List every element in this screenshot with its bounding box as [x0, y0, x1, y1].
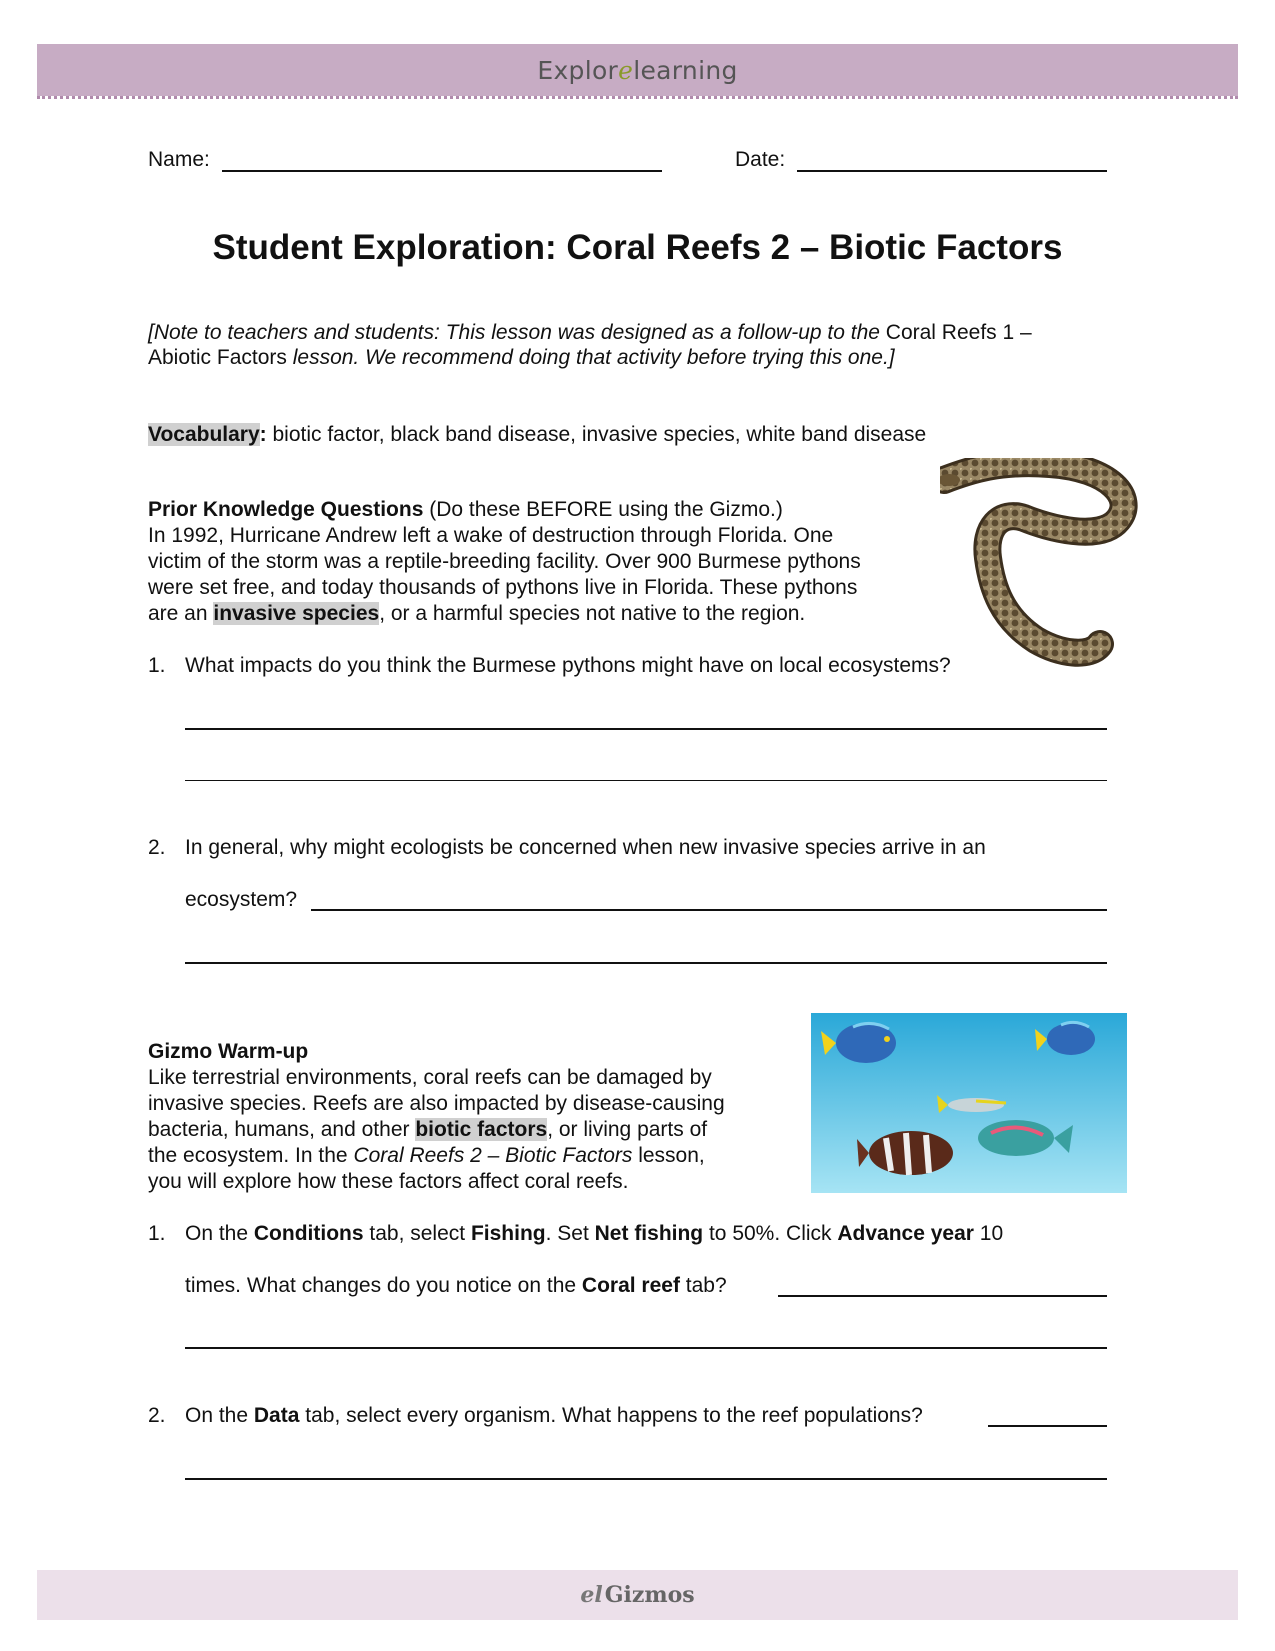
vocabulary-line — [148, 422, 926, 448]
q-text: 10 — [973, 1222, 1004, 1245]
question-number: 2. — [148, 1404, 166, 1427]
explorelearning-logo — [37, 56, 1238, 85]
answer-line[interactable] — [778, 1295, 1107, 1297]
pk-text: , or a harmful species not native to the region. — [379, 602, 806, 625]
logo-text-prefix: Explor — [537, 56, 619, 85]
burmese-python-image — [940, 458, 1140, 673]
q-text: On the — [185, 1222, 254, 1245]
question-number: 1. — [148, 1222, 166, 1245]
q-text: tab, select every organism. What happens to the reef populations? — [299, 1404, 923, 1427]
note-plain-2: Abiotic Factors — [148, 346, 287, 369]
gizmos-mark: el — [580, 1582, 603, 1608]
warmup-line: Like terrestrial environments, coral reefs can be damaged by — [148, 1066, 712, 1089]
header-dotted-divider — [37, 96, 1238, 99]
question-text: In general, why might ecologists be concerned when new invasive species arrive in an — [185, 836, 986, 859]
note-italic-2: lesson. We recommend doing that activity before trying this one.] — [286, 346, 895, 369]
warmup-text: , or living parts of — [547, 1118, 708, 1141]
prior-knowledge-line: victim of the storm was a reptile-breeding facility. Over 900 Burmese pythons — [148, 550, 861, 573]
vocabulary-colon: : — [259, 423, 267, 446]
warmup-line: invasive species. Reefs are also impacted by disease-causing — [148, 1092, 725, 1115]
data-tab-ref: Data — [253, 1404, 300, 1427]
warmup-text: the ecosystem. In the — [148, 1144, 354, 1167]
answer-line[interactable] — [185, 1347, 1107, 1349]
header-banner — [37, 44, 1238, 96]
q-text: to 50%. Click — [703, 1222, 838, 1245]
date-field-line[interactable] — [797, 170, 1107, 172]
q-text: tab? — [679, 1274, 727, 1297]
gizmos-wordmark: Gizmos — [604, 1582, 695, 1608]
biotic-factors-term: biotic factors — [415, 1118, 548, 1141]
prior-knowledge-title: Prior Knowledge Questions — [148, 498, 424, 521]
lesson-name-italic: Coral Reefs 2 – Biotic Factors — [353, 1144, 633, 1167]
answer-line[interactable] — [185, 780, 1107, 781]
prior-knowledge-line: were set free, and today thousands of pythons live in Florida. These pythons — [148, 576, 858, 599]
warmup-text: lesson, — [632, 1144, 705, 1167]
vocabulary-terms: biotic factor, black band disease, invasive species, white band disease — [266, 423, 927, 446]
question-number: 1. — [148, 654, 166, 677]
vocabulary-label: Vocabulary — [148, 423, 260, 446]
conditions-tab-ref: Conditions — [253, 1222, 364, 1245]
prior-knowledge-line — [148, 601, 805, 627]
warmup-heading — [148, 1039, 308, 1065]
warmup-title: Gizmo Warm-up — [148, 1040, 309, 1063]
note-line-2 — [148, 345, 895, 371]
logo-text-suffix: learning — [633, 56, 738, 85]
coral-reef-tab-ref: Coral reef — [581, 1274, 680, 1297]
page-title: Student Exploration: Coral Reefs 2 – Biotic Factors — [212, 228, 1063, 267]
question-text — [185, 1221, 1003, 1247]
net-fishing-ref: Net fishing — [594, 1222, 704, 1245]
warmup-line: you will explore how these factors affect coral reefs. — [148, 1170, 629, 1193]
prior-knowledge-line: In 1992, Hurricane Andrew left a wake of destruction through Florida. One — [148, 524, 834, 547]
prior-knowledge-note: (Do these BEFORE using the Gizmo.) — [423, 498, 783, 521]
note-italic-1: [Note to teachers and students: This lesson was designed as a follow-up to the — [148, 321, 880, 344]
gizmos-logo — [37, 1582, 1238, 1608]
invasive-species-term: invasive species — [213, 602, 380, 625]
answer-line[interactable] — [988, 1425, 1107, 1427]
date-label: Date: — [735, 148, 786, 171]
q-text: . Set — [545, 1222, 595, 1245]
logo-mark: e — [618, 56, 634, 85]
answer-line[interactable] — [311, 909, 1107, 911]
prior-knowledge-heading — [148, 497, 783, 523]
reef-fish-image — [811, 1013, 1127, 1193]
q-text: times. What changes do you notice on the — [185, 1274, 582, 1297]
fishing-ref: Fishing — [470, 1222, 546, 1245]
advance-year-ref: Advance year — [837, 1222, 974, 1245]
name-label: Name: — [148, 148, 210, 171]
question-text: ecosystem? — [185, 888, 298, 911]
answer-line[interactable] — [185, 962, 1107, 964]
answer-line[interactable] — [185, 728, 1107, 730]
question-text — [185, 1403, 923, 1429]
question-text: What impacts do you think the Burmese pythons might have on local ecosystems? — [185, 654, 951, 677]
q-text: On the — [185, 1404, 254, 1427]
name-field-line[interactable] — [222, 170, 662, 172]
note-line-1 — [148, 320, 1032, 346]
warmup-line — [148, 1143, 705, 1169]
q-text: tab, select — [363, 1222, 471, 1245]
warmup-text: bacteria, humans, and other — [148, 1118, 416, 1141]
answer-line[interactable] — [185, 1478, 1107, 1480]
question-text — [185, 1273, 727, 1299]
question-number: 2. — [148, 836, 166, 859]
warmup-line — [148, 1117, 707, 1143]
pk-text: are an — [148, 602, 214, 625]
note-plain-1: Coral Reefs 1 – — [879, 321, 1032, 344]
footer-banner — [37, 1570, 1238, 1620]
